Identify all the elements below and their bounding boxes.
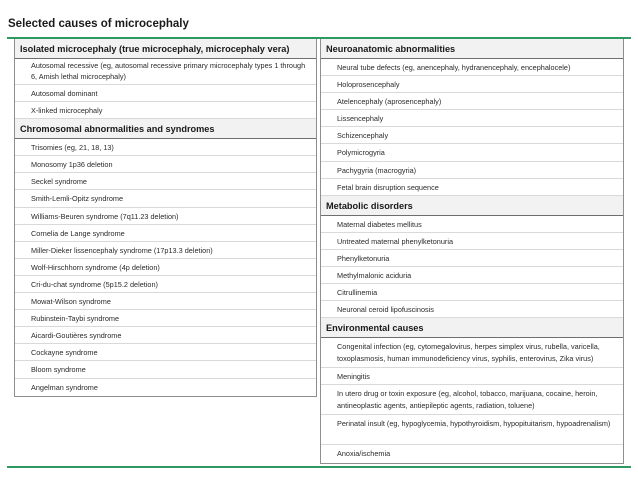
list-item: Methylmalonic aciduria (321, 267, 623, 284)
list-item: Miller-Dieker lissencephaly syndrome (17p13.3 deletion) (15, 242, 316, 259)
list-item: Seckel syndrome (15, 173, 316, 190)
list-item: Wolf-Hirschhorn syndrome (4p deletion) (15, 259, 316, 276)
left-column (14, 39, 317, 397)
list-item: Smith-Lemli-Opitz syndrome (15, 190, 316, 207)
section-heading-metabolic: Metabolic disorders (321, 196, 623, 216)
section-heading-neuroanatomic: Neuroanatomic abnormalities (321, 39, 623, 59)
section-heading-isolated: Isolated microcephaly (true microcephaly, microcephaly vera) (15, 39, 316, 59)
list-item: Meningitis (321, 368, 623, 385)
list-item: In utero drug or toxin exposure (eg, alcohol, tobacco, marijuana, cocaine, heroin, antineoplastic agents, antiepileptic agents, radiation, toluene) (321, 385, 623, 415)
list-item: Cornelia de Lange syndrome (15, 225, 316, 242)
list-item: Polymicrogyria (321, 144, 623, 161)
list-item: Angelman syndrome (31, 382, 98, 392)
list-item: Autosomal recessive (eg, autosomal recessive primary microcephaly types 1 through 6, Amish lethal microcephaly) (15, 59, 316, 85)
list-item: Williams-Beuren syndrome (7q11.23 deletion) (15, 208, 316, 225)
list-item: Mowat-Wilson syndrome (15, 293, 316, 310)
section-heading-environmental: Environmental causes (321, 318, 623, 338)
list-item: Rubinstein-Taybi syndrome (15, 310, 316, 327)
list-item: Lissencephaly (321, 110, 623, 127)
list-item: Untreated maternal phenylketonuria (321, 233, 623, 250)
right-column (320, 39, 624, 464)
list-item: Perinatal insult (eg, hypoglycemia, hypothyroidism, hypopituitarism, hypoadrenalism) (321, 415, 623, 445)
page-title: Selected causes of microcephaly (8, 18, 189, 30)
list-item: Neural tube defects (eg, anencephaly, hydranencephaly, encephalocele) (321, 59, 623, 76)
list-item: Pachygyria (macrogyria) (321, 162, 623, 179)
list-item: Bloom syndrome (15, 361, 316, 378)
list-item: Autosomal dominant (15, 85, 316, 102)
list-item: Cri-du-chat syndrome (5p15.2 deletion) (15, 276, 316, 293)
list-item: X-linked microcephaly (15, 102, 316, 119)
list-item: Schizencephaly (321, 127, 623, 144)
list-item: Atelencephaly (aprosencephaly) (321, 93, 623, 110)
list-item: Phenylketonuria (321, 250, 623, 267)
list-item: Fetal brain disruption sequence (321, 179, 623, 196)
list-item: Holoprosencephaly (321, 76, 623, 93)
section-heading-chromosomal: Chromosomal abnormalities and syndromes (15, 119, 316, 139)
list-item: Cockayne syndrome (15, 344, 316, 361)
list-item: Neuronal ceroid lipofuscinosis (321, 301, 623, 318)
list-item: Aicardi-Goutières syndrome (15, 327, 316, 344)
list-item: Anoxia/ischemia (337, 449, 391, 459)
list-item: Monosomy 1p36 deletion (15, 156, 316, 173)
bottom-rule (7, 466, 631, 468)
list-item: Citrullinemia (321, 284, 623, 301)
list-item: Maternal diabetes mellitus (321, 216, 623, 233)
list-item: Congenital infection (eg, cytomegalovirus, herpes simplex virus, rubella, varicella, toxoplasmosis, human immunodeficiency virus, syphilis, enterovirus, Zika virus) (321, 338, 623, 368)
list-item: Trisomies (eg, 21, 18, 13) (15, 139, 316, 156)
